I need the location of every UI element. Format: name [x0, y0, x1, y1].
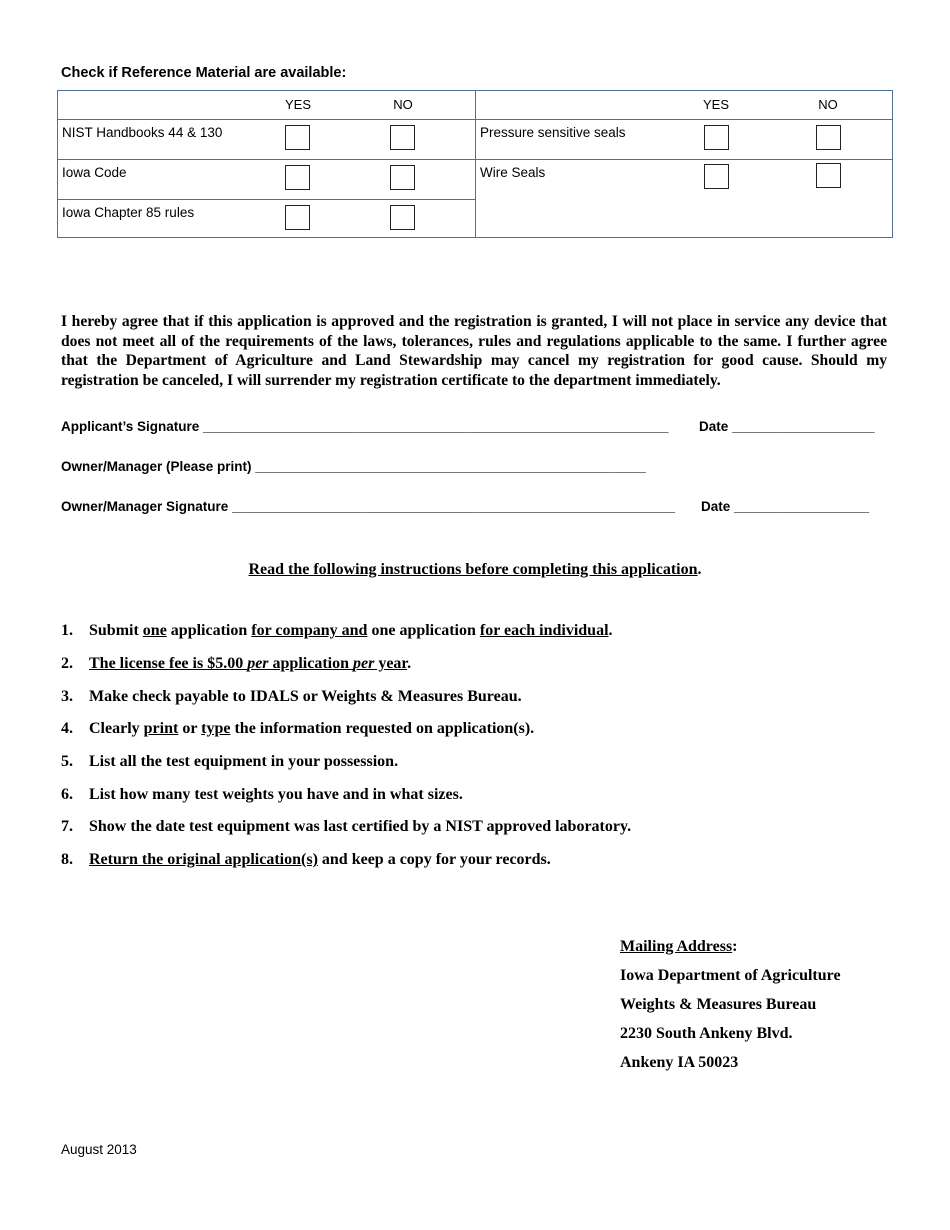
chapter85-yes-checkbox[interactable] — [285, 205, 310, 230]
owner-print-line[interactable]: Owner/Manager (Please print) ____________________________________________________ — [61, 459, 646, 474]
instruction-emphasis: per — [247, 655, 269, 672]
ref-item-iowa-code: Iowa Code — [62, 165, 127, 180]
instruction-emphasis: one — [142, 622, 167, 639]
mailing-address — [620, 936, 841, 1081]
instruction-text: or — [178, 720, 202, 737]
owner-signature-line[interactable]: Owner/Manager Signature ___________________________________________________________ — [61, 499, 676, 514]
table-row-divider — [58, 119, 892, 120]
col-yes-left: YES — [284, 97, 311, 112]
table-row-divider — [58, 159, 892, 160]
owner-print-label: Owner/Manager (Please print) — [61, 459, 252, 474]
iowa-code-yes-checkbox[interactable] — [285, 165, 310, 190]
instruction-text: one application — [367, 622, 480, 639]
instruction-item — [61, 786, 463, 804]
ref-item-chapter85: Iowa Chapter 85 rules — [62, 205, 195, 220]
col-no-right: NO — [818, 97, 838, 112]
instruction-text: and keep a copy for your records. — [317, 851, 551, 868]
nist-yes-checkbox[interactable] — [285, 125, 310, 150]
instruction-text: year — [374, 655, 408, 672]
instruction-emphasis: per — [353, 655, 375, 672]
instruction-emphasis: print — [143, 720, 179, 737]
instruction-text: List all the test equipment in your possession. — [89, 753, 399, 770]
ref-item-nist: NIST Handbooks 44 & 130 — [62, 125, 223, 140]
instruction-number: 7. — [61, 818, 73, 835]
instruction-item — [61, 753, 398, 771]
ref-item-pressure-seals: Pressure sensitive seals — [480, 125, 626, 140]
reference-table — [57, 90, 893, 238]
applicant-signature-line[interactable]: Applicant’s Signature ______________________________________________________________ — [61, 419, 669, 434]
instruction-number: 2. — [61, 655, 73, 672]
instruction-item — [61, 818, 631, 836]
agreement-paragraph: I hereby agree that if this application is approved and the registration is granted, I will not place in service any device that does not meet all of the requirements of the laws, tolerances, rules and regulations applicable to the same. I further agree that the Department of Agriculture and Land Stewardship may cancel my registration for good cause. Should my registration be canceled, I will surrender my registration certificate to the department immediately. — [61, 313, 887, 389]
mailing-line-2: Weights & Measures Bureau — [620, 996, 817, 1013]
wire-seals-yes-checkbox[interactable] — [704, 164, 729, 189]
instruction-number: 6. — [61, 786, 73, 803]
instruction-text: the information requested on application(s). — [230, 720, 535, 737]
nist-no-checkbox[interactable] — [390, 125, 415, 150]
wire-seals-no-checkbox[interactable] — [816, 163, 841, 188]
date-label: Date — [699, 419, 729, 434]
instruction-item — [61, 688, 522, 706]
ref-item-wire-seals: Wire Seals — [480, 165, 546, 180]
instruction-number: 4. — [61, 720, 73, 737]
pressure-seals-no-checkbox[interactable] — [816, 125, 841, 150]
instruction-emphasis: for company and — [251, 622, 368, 639]
instruction-text: . — [407, 655, 412, 672]
owner-signature-label: Owner/Manager Signature — [61, 499, 229, 514]
reference-heading: Check if Reference Material are available: — [61, 65, 347, 81]
instruction-text: application — [268, 655, 353, 672]
instruction-emphasis: type — [201, 720, 231, 737]
instruction-text: Make check payable to IDALS or Weights & Measures Bureau. — [89, 688, 522, 705]
mailing-address-label: Mailing Address — [620, 938, 733, 955]
col-no-left: NO — [393, 97, 413, 112]
instruction-text: Show the date test equipment was last certified by a NIST approved laboratory. — [89, 818, 632, 835]
mailing-line-1: Iowa Department of Agriculture — [620, 967, 841, 984]
instructions-heading-period: . — [697, 561, 702, 578]
instruction-emphasis: Return the original application(s) — [89, 851, 318, 868]
instruction-item — [61, 720, 534, 738]
instruction-number: 1. — [61, 622, 73, 639]
table-row-divider — [58, 199, 475, 200]
instruction-emphasis: for each individual — [479, 622, 609, 639]
instructions-heading — [0, 561, 950, 579]
mailing-line-3: 2230 South Ankeny Blvd. — [620, 1025, 793, 1042]
instructions-heading-text: Read the following instructions before completing this application — [248, 561, 698, 578]
instruction-text: Submit — [89, 622, 143, 639]
instruction-number: 3. — [61, 688, 73, 705]
mailing-address-heading — [620, 936, 841, 965]
instruction-item — [61, 655, 411, 673]
applicant-date-line[interactable]: Date ___________________ — [699, 419, 875, 434]
instruction-text: Clearly — [89, 720, 144, 737]
instruction-item — [61, 622, 613, 640]
instruction-number: 5. — [61, 753, 73, 770]
date-label: Date — [701, 499, 731, 514]
col-yes-right: YES — [702, 97, 729, 112]
instruction-text: The license fee is $5.00 — [89, 655, 248, 672]
mailing-address-colon: : — [732, 938, 738, 955]
instruction-text: . — [608, 622, 613, 639]
owner-date-line[interactable]: Date __________________ — [701, 499, 870, 514]
pressure-seals-yes-checkbox[interactable] — [704, 125, 729, 150]
instruction-text: List how many test weights you have and in what sizes. — [89, 786, 463, 803]
footer-date: August 2013 — [61, 1142, 137, 1157]
applicant-signature-label: Applicant’s Signature — [61, 419, 200, 434]
chapter85-no-checkbox[interactable] — [390, 205, 415, 230]
table-divider — [475, 91, 476, 237]
mailing-line-4: Ankeny IA 50023 — [620, 1054, 739, 1071]
instruction-text: application — [166, 622, 252, 639]
iowa-code-no-checkbox[interactable] — [390, 165, 415, 190]
instruction-item — [61, 851, 551, 869]
instruction-number: 8. — [61, 851, 73, 868]
